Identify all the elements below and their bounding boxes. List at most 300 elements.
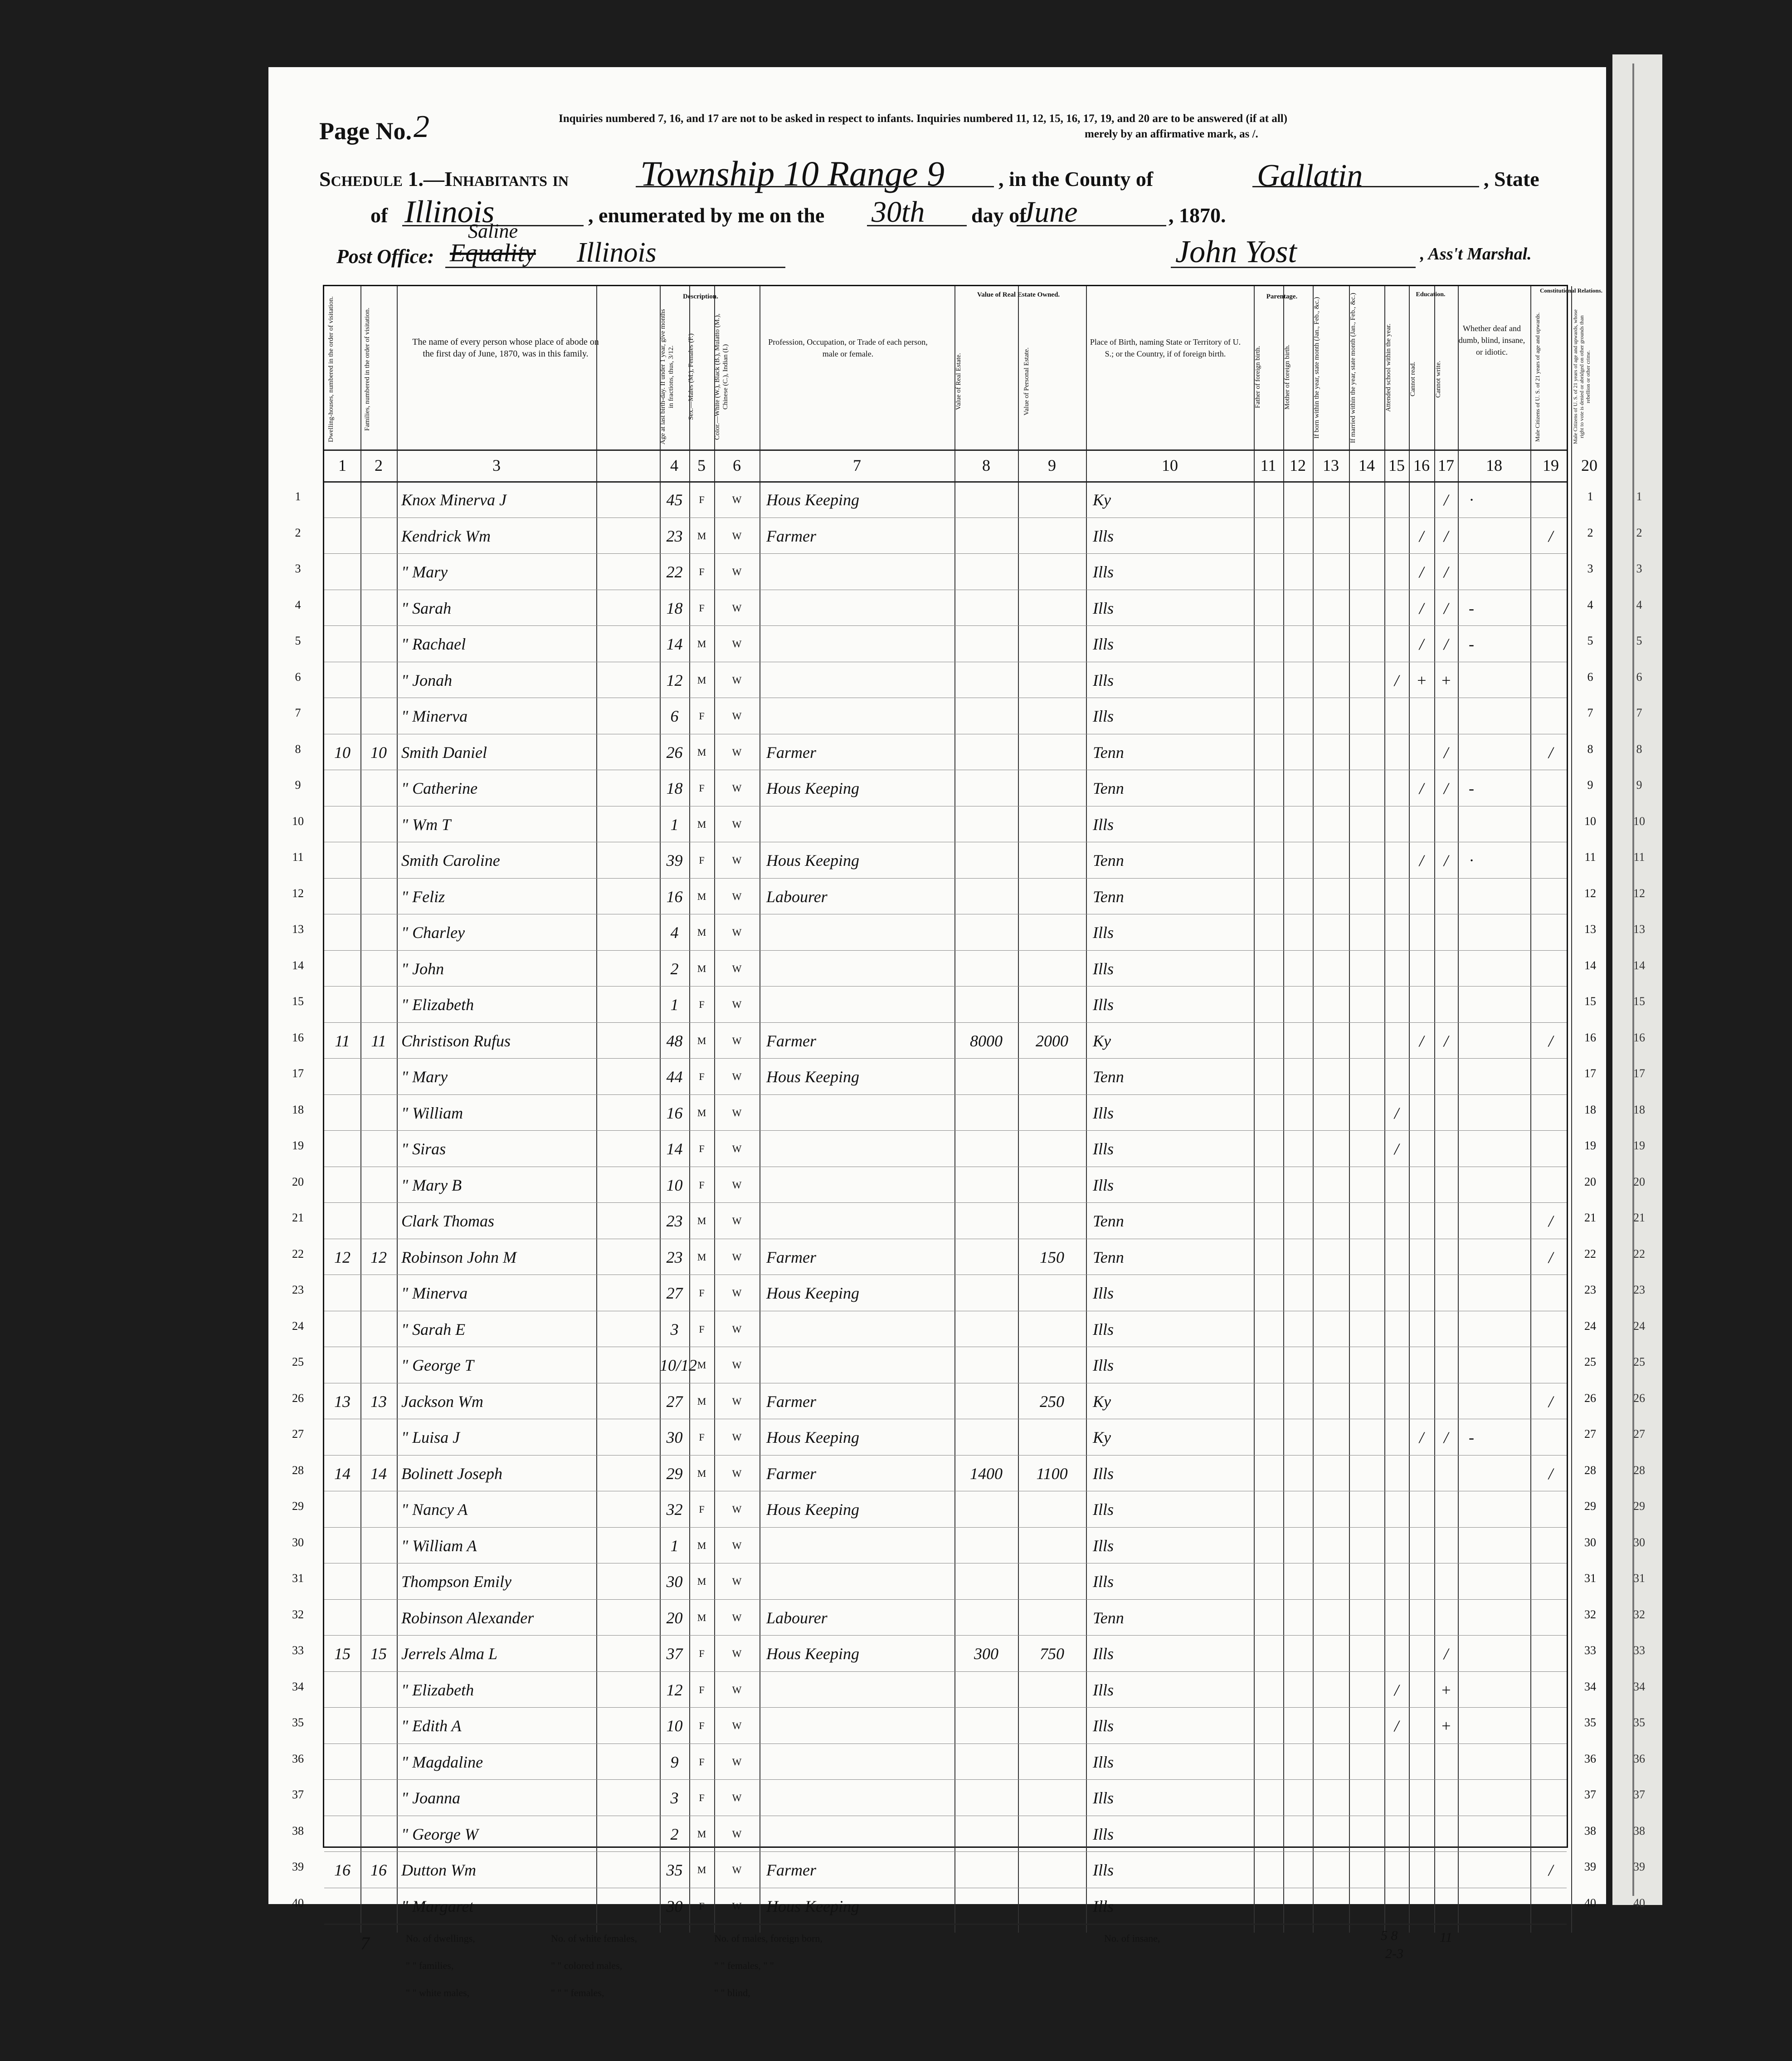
row-name: " George T bbox=[401, 1356, 474, 1374]
table-row-divider bbox=[324, 878, 1567, 879]
tab-line-number: 8 bbox=[1636, 742, 1642, 756]
row-re bbox=[954, 1497, 1018, 1522]
row-re bbox=[954, 1353, 1018, 1377]
row-school bbox=[1384, 992, 1409, 1017]
row-birth: Ills bbox=[1093, 1176, 1114, 1194]
line-number-right: 26 bbox=[1584, 1391, 1596, 1405]
row-name: " Sarah bbox=[401, 599, 452, 617]
row-dw bbox=[324, 1281, 360, 1305]
row-school bbox=[1384, 632, 1409, 656]
row-re bbox=[954, 596, 1018, 620]
post-office-underline bbox=[445, 267, 785, 268]
row-school bbox=[1384, 1281, 1409, 1305]
row-pe: 250 bbox=[1040, 1392, 1064, 1411]
line-number-right: 29 bbox=[1584, 1499, 1596, 1513]
row-write bbox=[1434, 1858, 1458, 1882]
row-birth: Ills bbox=[1093, 815, 1114, 834]
row-sex: M bbox=[697, 530, 706, 542]
row-write: / bbox=[1443, 599, 1448, 617]
row-write bbox=[1434, 884, 1458, 909]
row-age: 44 bbox=[666, 1068, 683, 1086]
row-color: W bbox=[732, 1287, 742, 1299]
row-sex: M bbox=[697, 1251, 706, 1263]
line-number-left: 28 bbox=[292, 1463, 304, 1477]
column-divider bbox=[1313, 286, 1314, 1933]
row-fam bbox=[360, 1101, 397, 1125]
row-name: " Edith A bbox=[401, 1717, 462, 1735]
line-number-left: 2 bbox=[295, 526, 301, 539]
row-age: 1 bbox=[670, 996, 679, 1014]
row-pe bbox=[1018, 596, 1086, 620]
row-c19 bbox=[1530, 992, 1571, 1017]
township-underline bbox=[636, 186, 994, 187]
row-name: " William A bbox=[401, 1536, 477, 1555]
row-read bbox=[1409, 1497, 1434, 1522]
row-c19 bbox=[1530, 1353, 1571, 1377]
header-cannot-read: Cannot read. bbox=[1409, 361, 1417, 397]
table-row-divider bbox=[324, 950, 1567, 951]
header-cannot-write: Cannot write. bbox=[1435, 361, 1442, 398]
post-office-label: Post Office: bbox=[336, 245, 434, 268]
row-age: 16 bbox=[666, 1104, 683, 1122]
line-number-right: 5 bbox=[1587, 634, 1593, 647]
row-re bbox=[954, 560, 1018, 584]
row-fam bbox=[360, 1786, 397, 1810]
line-number-left: 11 bbox=[292, 850, 304, 864]
header-male-citizens: Male Citizens of U. S. of 21 years of age and upwards. bbox=[1534, 312, 1541, 442]
line-number-left: 22 bbox=[292, 1247, 304, 1260]
row-school bbox=[1384, 920, 1409, 945]
row-c18 bbox=[1458, 1065, 1485, 1089]
row-dw bbox=[324, 920, 360, 945]
row-fam bbox=[360, 524, 397, 548]
of-label: of bbox=[370, 204, 388, 227]
row-name: " John bbox=[401, 959, 444, 978]
row-write bbox=[1434, 1065, 1458, 1089]
header-family: Families, numbered in the order of visitation. bbox=[364, 308, 371, 431]
row-write bbox=[1434, 957, 1458, 981]
row-dw bbox=[324, 560, 360, 584]
row-age: 35 bbox=[666, 1861, 683, 1879]
row-name: Smith Daniel bbox=[401, 743, 487, 762]
footer-white-males: " " white males, bbox=[406, 1987, 470, 1998]
table-row-divider bbox=[324, 1202, 1567, 1203]
row-name: " Wm T bbox=[401, 815, 451, 834]
row-school bbox=[1384, 488, 1409, 512]
row-c19 bbox=[1530, 1497, 1571, 1522]
header-vote-denied: Male Citizens of U. S. of 21 years of age and upwards, whose right to vote is denied or abridged on other grounds than rebellion or other crime. bbox=[1572, 309, 1591, 444]
row-read bbox=[1409, 1714, 1434, 1738]
row-read bbox=[1409, 920, 1434, 945]
row-re bbox=[954, 1714, 1018, 1738]
line-number-right: 40 bbox=[1584, 1896, 1596, 1910]
row-dw bbox=[324, 1425, 360, 1450]
row-school bbox=[1384, 1569, 1409, 1594]
row-c18 bbox=[1458, 1750, 1485, 1774]
row-write: + bbox=[1440, 671, 1452, 689]
row-c19 bbox=[1530, 1065, 1571, 1089]
column-number: 9 bbox=[1048, 456, 1056, 474]
row-re bbox=[954, 668, 1018, 693]
row-sex: F bbox=[699, 1900, 705, 1912]
row-dw bbox=[324, 524, 360, 548]
row-fam bbox=[360, 1173, 397, 1197]
row-color: W bbox=[732, 1323, 742, 1335]
row-color: W bbox=[732, 1467, 742, 1479]
row-age: 3 bbox=[670, 1320, 679, 1338]
line-number-right: 36 bbox=[1584, 1752, 1596, 1765]
row-dw bbox=[324, 992, 360, 1017]
row-re bbox=[954, 1750, 1018, 1774]
row-name: " Mary bbox=[401, 1068, 448, 1086]
row-c18 bbox=[1458, 1353, 1485, 1377]
row-sex: F bbox=[699, 1648, 705, 1659]
row-color: W bbox=[732, 1143, 742, 1154]
line-number-right: 6 bbox=[1587, 670, 1593, 684]
row-pe bbox=[1018, 1750, 1086, 1774]
line-number-right: 20 bbox=[1584, 1175, 1596, 1188]
row-age: 18 bbox=[666, 779, 683, 797]
header-married-year: If married within the year, state month (Jan., Feb., &c.) bbox=[1349, 293, 1357, 443]
row-c18 bbox=[1458, 1101, 1485, 1125]
line-number-left: 17 bbox=[292, 1067, 304, 1080]
row-school bbox=[1384, 1209, 1409, 1233]
row-c19 bbox=[1530, 776, 1571, 801]
row-c18 bbox=[1458, 704, 1485, 728]
row-school bbox=[1384, 524, 1409, 548]
row-color: W bbox=[732, 1215, 742, 1226]
row-age: 48 bbox=[666, 1031, 683, 1050]
row-age: 18 bbox=[666, 599, 683, 617]
row-school: / bbox=[1394, 1680, 1399, 1699]
row-school bbox=[1384, 848, 1409, 873]
header-description: Description. bbox=[683, 293, 718, 300]
row-name: " Margaret bbox=[401, 1897, 474, 1915]
row-occ: Farmer bbox=[766, 1392, 816, 1411]
row-age: 30 bbox=[666, 1428, 683, 1446]
row-dw bbox=[324, 668, 360, 693]
post-office-struck: Equality bbox=[450, 239, 536, 267]
row-name: Jerrels Alma L bbox=[401, 1645, 497, 1663]
line-number-left: 37 bbox=[292, 1788, 304, 1801]
row-write bbox=[1434, 812, 1458, 837]
line-number-left: 26 bbox=[292, 1391, 304, 1405]
row-c18: · bbox=[1469, 851, 1474, 869]
row-birth: Tenn bbox=[1093, 743, 1124, 762]
row-occ bbox=[766, 1822, 954, 1846]
column-number: 10 bbox=[1162, 456, 1178, 474]
row-dw bbox=[324, 1750, 360, 1774]
tab-line-number: 23 bbox=[1633, 1283, 1645, 1296]
row-fam bbox=[360, 596, 397, 620]
row-birth: Ills bbox=[1093, 671, 1114, 689]
row-dw bbox=[324, 1353, 360, 1377]
table-row-divider bbox=[324, 1779, 1567, 1780]
row-sex: M bbox=[697, 1035, 706, 1046]
row-read bbox=[1409, 740, 1434, 765]
row-write: / bbox=[1443, 779, 1448, 797]
table-row-divider bbox=[324, 1851, 1567, 1852]
schedule-label: Schedule 1.—Inhabitants in bbox=[319, 167, 569, 190]
line-number-right: 16 bbox=[1584, 1030, 1596, 1044]
row-c19 bbox=[1530, 1173, 1571, 1197]
line-number-right: 39 bbox=[1584, 1860, 1596, 1873]
row-write: + bbox=[1440, 1717, 1452, 1735]
row-write bbox=[1434, 1461, 1458, 1486]
row-read bbox=[1409, 1245, 1434, 1270]
tab-line-number: 30 bbox=[1633, 1535, 1645, 1549]
row-name: Jackson Wm bbox=[401, 1392, 483, 1411]
tab-line-number: 16 bbox=[1633, 1030, 1645, 1044]
line-number-right: 24 bbox=[1584, 1319, 1596, 1333]
row-fam bbox=[360, 1750, 397, 1774]
row-name: " Catherine bbox=[401, 779, 478, 797]
row-school bbox=[1384, 596, 1409, 620]
row-c19 bbox=[1530, 1678, 1571, 1702]
row-birth: Tenn bbox=[1093, 779, 1124, 797]
enumerated-label: , enumerated by me on the bbox=[588, 204, 825, 227]
row-pe bbox=[1018, 704, 1086, 728]
line-number-left: 25 bbox=[292, 1355, 304, 1368]
row-c18 bbox=[1458, 1894, 1485, 1919]
tab-line-number: 19 bbox=[1633, 1139, 1645, 1152]
row-c18 bbox=[1458, 812, 1485, 837]
row-birth: Ills bbox=[1093, 959, 1114, 978]
tab-line-number: 38 bbox=[1633, 1824, 1645, 1837]
row-name: " William bbox=[401, 1104, 463, 1122]
row-name: " Mary bbox=[401, 563, 448, 581]
row-write bbox=[1434, 1786, 1458, 1810]
line-number-left: 40 bbox=[292, 1896, 304, 1910]
tab-line-number: 5 bbox=[1636, 634, 1642, 647]
row-occ: Labourer bbox=[766, 1608, 828, 1627]
row-write bbox=[1434, 1894, 1458, 1919]
tab-line-number: 39 bbox=[1633, 1860, 1645, 1873]
row-birth: Ills bbox=[1093, 1861, 1114, 1879]
row-c19 bbox=[1530, 1786, 1571, 1810]
row-school bbox=[1384, 1425, 1409, 1450]
row-read bbox=[1409, 1461, 1434, 1486]
tab-line-number: 20 bbox=[1633, 1175, 1645, 1188]
page-number: 2 bbox=[414, 109, 429, 144]
row-read: / bbox=[1419, 851, 1424, 869]
row-dw bbox=[324, 884, 360, 909]
line-number-right: 37 bbox=[1584, 1788, 1596, 1801]
line-number-right: 30 bbox=[1584, 1535, 1596, 1549]
row-name: " Joanna bbox=[401, 1789, 461, 1807]
header-birthplace: Place of Birth, naming State or Territory of U. S.; or the Country, if of foreign birth. bbox=[1090, 337, 1241, 358]
row-write bbox=[1434, 1353, 1458, 1377]
row-sex: M bbox=[697, 1828, 706, 1840]
column-divider bbox=[1571, 286, 1572, 1933]
row-sex: M bbox=[697, 1107, 706, 1118]
row-re bbox=[954, 1281, 1018, 1305]
line-number-left: 35 bbox=[292, 1716, 304, 1729]
footer-tally-mark: 7 bbox=[360, 1933, 370, 1954]
row-age: 2 bbox=[670, 959, 679, 978]
marshal-underline bbox=[1171, 267, 1416, 268]
row-pe bbox=[1018, 740, 1086, 765]
row-occ: Hous Keeping bbox=[766, 1068, 859, 1086]
row-dw bbox=[324, 776, 360, 801]
row-write bbox=[1434, 1606, 1458, 1630]
line-number-right: 1 bbox=[1587, 490, 1593, 503]
row-occ: Farmer bbox=[766, 1031, 816, 1050]
row-c19 bbox=[1530, 668, 1571, 693]
row-occ: Hous Keeping bbox=[766, 1428, 859, 1446]
row-sex: M bbox=[697, 1359, 706, 1371]
tab-line-number: 2 bbox=[1636, 526, 1642, 539]
row-c18 bbox=[1458, 1029, 1485, 1053]
row-c18 bbox=[1458, 1209, 1485, 1233]
row-occ bbox=[766, 596, 954, 620]
table-row-divider bbox=[324, 1671, 1567, 1672]
tab-line-number: 33 bbox=[1633, 1644, 1645, 1657]
line-number-left: 4 bbox=[295, 598, 301, 611]
row-c19 bbox=[1530, 884, 1571, 909]
row-color: W bbox=[732, 710, 742, 722]
row-pe bbox=[1018, 1317, 1086, 1342]
row-school: / bbox=[1394, 1140, 1399, 1158]
row-re bbox=[954, 1065, 1018, 1089]
row-age: 39 bbox=[666, 851, 683, 869]
row-dw bbox=[324, 1569, 360, 1594]
row-fam bbox=[360, 1209, 397, 1233]
row-color: W bbox=[732, 1612, 742, 1623]
row-dw bbox=[324, 1714, 360, 1738]
tab-line-number: 14 bbox=[1633, 958, 1645, 972]
row-sex: M bbox=[697, 890, 706, 902]
row-read bbox=[1409, 1389, 1434, 1414]
line-number-right: 35 bbox=[1584, 1716, 1596, 1729]
row-c18 bbox=[1458, 1281, 1485, 1305]
row-c18 bbox=[1458, 1606, 1485, 1630]
row-occ bbox=[766, 1750, 954, 1774]
row-occ bbox=[766, 1317, 954, 1342]
header-name: The name of every person whose place of abode on the first day of June, 1870, was in this family. bbox=[412, 337, 599, 359]
row-sex: M bbox=[697, 927, 706, 938]
row-read bbox=[1409, 1101, 1434, 1125]
row-read bbox=[1409, 1209, 1434, 1233]
row-c18 bbox=[1458, 560, 1485, 584]
row-read bbox=[1409, 992, 1434, 1017]
row-c19 bbox=[1530, 957, 1571, 981]
row-re bbox=[954, 848, 1018, 873]
row-dw bbox=[324, 1894, 360, 1919]
row-fam: 16 bbox=[370, 1861, 387, 1879]
census-sheet bbox=[268, 67, 1606, 1998]
row-read bbox=[1409, 1606, 1434, 1630]
row-write bbox=[1434, 1173, 1458, 1197]
row-sex: F bbox=[699, 566, 705, 577]
column-number: 15 bbox=[1388, 456, 1405, 474]
row-re bbox=[954, 776, 1018, 801]
row-fam bbox=[360, 560, 397, 584]
line-number-right: 38 bbox=[1584, 1824, 1596, 1837]
row-read bbox=[1409, 1678, 1434, 1702]
table-row-divider bbox=[324, 625, 1567, 626]
column-divider bbox=[397, 286, 398, 1933]
line-number-left: 15 bbox=[292, 995, 304, 1008]
row-school bbox=[1384, 1497, 1409, 1522]
row-occ: Hous Keeping bbox=[766, 779, 859, 797]
row-birth: Tenn bbox=[1093, 887, 1124, 906]
row-c19: / bbox=[1548, 1248, 1553, 1266]
row-re bbox=[954, 1678, 1018, 1702]
row-fam bbox=[360, 1353, 397, 1377]
line-number-left: 6 bbox=[295, 670, 301, 684]
row-school bbox=[1384, 1606, 1409, 1630]
row-color: W bbox=[732, 602, 742, 614]
column-number: 4 bbox=[670, 456, 678, 474]
row-fam bbox=[360, 1065, 397, 1089]
row-age: 37 bbox=[666, 1645, 683, 1663]
footer-females: " " females, " " bbox=[714, 1960, 774, 1971]
row-birth: Tenn bbox=[1093, 1068, 1124, 1086]
row-birth: Ills bbox=[1093, 707, 1114, 725]
row-fam bbox=[360, 1606, 397, 1630]
row-c18 bbox=[1458, 1245, 1485, 1270]
row-school bbox=[1384, 1245, 1409, 1270]
row-c19 bbox=[1530, 1894, 1571, 1919]
row-school: / bbox=[1394, 1104, 1399, 1122]
row-age: 29 bbox=[666, 1464, 683, 1483]
line-number-left: 8 bbox=[295, 742, 301, 756]
header-real-estate-group: Value of Real Estate Owned. bbox=[977, 291, 1060, 298]
row-name: " Mary B bbox=[401, 1176, 462, 1194]
row-age: 45 bbox=[666, 491, 683, 509]
column-number: 16 bbox=[1413, 456, 1430, 474]
line-number-right: 13 bbox=[1584, 923, 1596, 936]
row-re bbox=[954, 1317, 1018, 1342]
header-parentage: Parentage. bbox=[1266, 293, 1298, 300]
row-dw: 10 bbox=[334, 743, 351, 762]
row-write: / bbox=[1443, 743, 1448, 762]
row-write bbox=[1434, 1822, 1458, 1846]
row-birth: Ills bbox=[1093, 1320, 1114, 1338]
column-number: 8 bbox=[982, 456, 990, 474]
line-number-right: 28 bbox=[1584, 1463, 1596, 1477]
row-occ: Hous Keeping bbox=[766, 491, 859, 509]
row-c18: - bbox=[1469, 635, 1474, 653]
row-name: " Feliz bbox=[401, 887, 445, 906]
row-birth: Ills bbox=[1093, 1356, 1114, 1374]
row-c19: / bbox=[1548, 1861, 1553, 1879]
row-pe bbox=[1018, 1606, 1086, 1630]
county-value: Gallatin bbox=[1257, 158, 1363, 193]
row-color: W bbox=[732, 1756, 742, 1768]
row-age: 3 bbox=[670, 1789, 679, 1807]
row-occ bbox=[766, 704, 954, 728]
column-number: 19 bbox=[1543, 456, 1559, 474]
tab-line-number: 28 bbox=[1633, 1463, 1645, 1477]
row-name: Christison Rufus bbox=[401, 1031, 511, 1050]
line-number-right: 7 bbox=[1587, 706, 1593, 719]
row-occ: Farmer bbox=[766, 743, 816, 762]
line-number-right: 14 bbox=[1584, 958, 1596, 972]
row-c19 bbox=[1530, 1317, 1571, 1342]
row-fam bbox=[360, 1281, 397, 1305]
row-color: W bbox=[732, 927, 742, 938]
line-number-right: 31 bbox=[1584, 1572, 1596, 1585]
row-occ: Farmer bbox=[766, 1248, 816, 1266]
row-read: / bbox=[1419, 779, 1424, 797]
row-pe bbox=[1018, 1425, 1086, 1450]
row-dw bbox=[324, 596, 360, 620]
row-re bbox=[954, 740, 1018, 765]
row-sex: M bbox=[697, 1612, 706, 1623]
row-pe bbox=[1018, 1173, 1086, 1197]
